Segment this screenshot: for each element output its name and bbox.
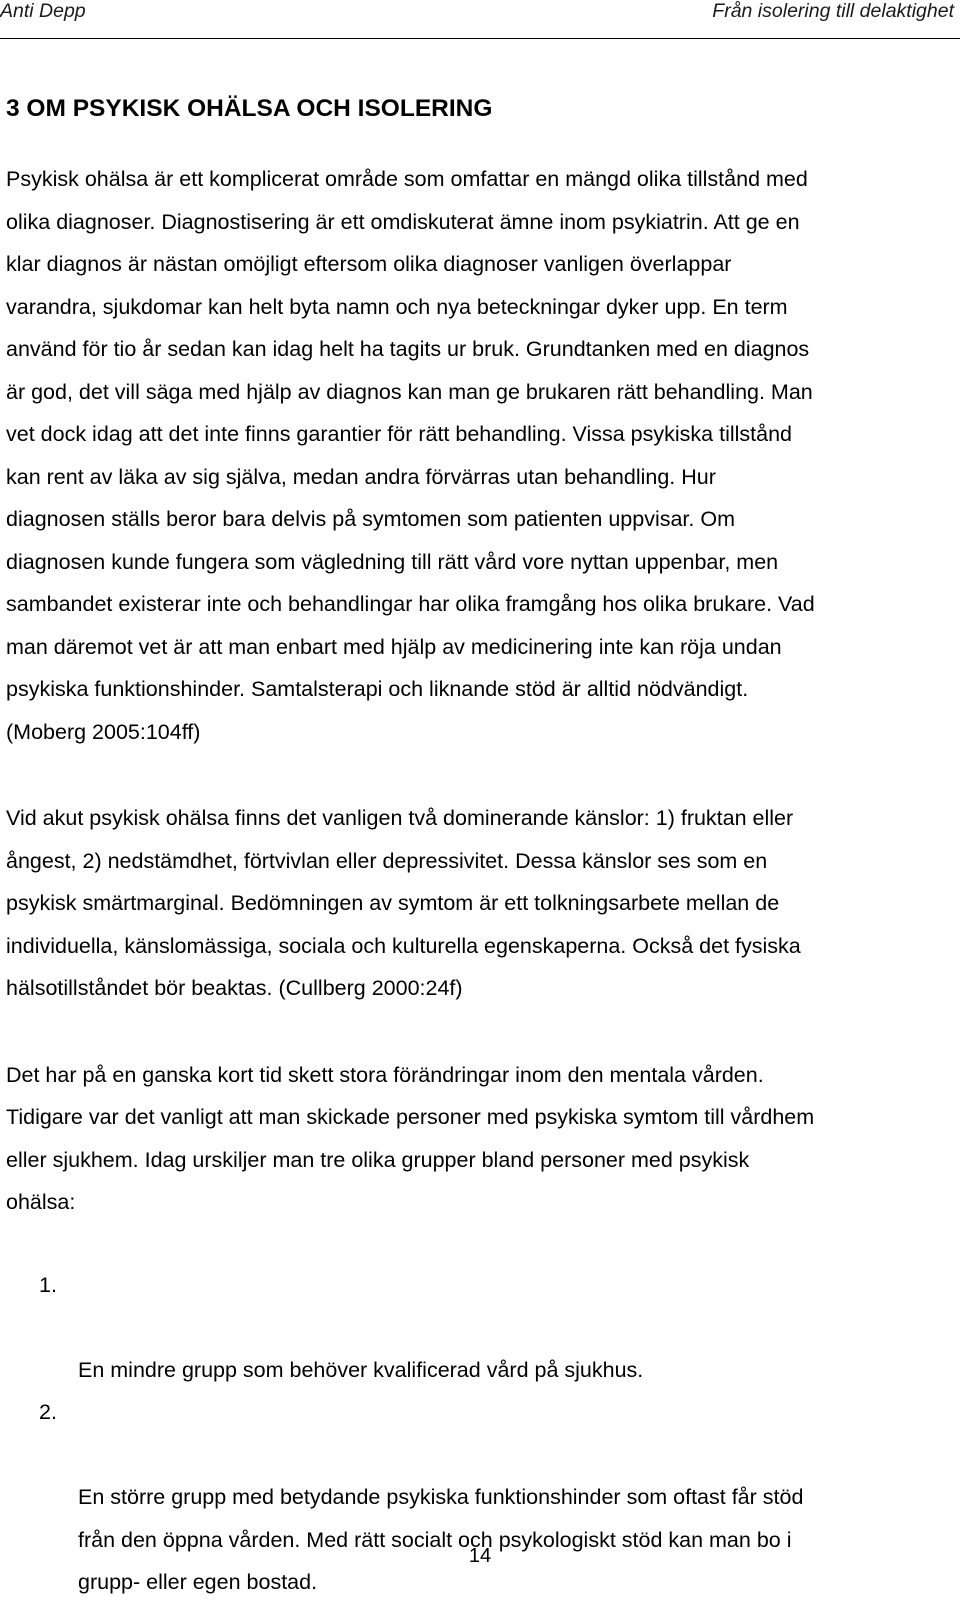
list-item [6, 1391, 946, 1604]
list-item-text: En mindre grupp som behöver kvalificerad vård på sjukhus. [78, 1357, 644, 1382]
list-item-text: En större grupp med betydande psykiska funktionshinder som oftast får stöd från den öppna vården. Med rätt socialt och psykologiskt stöd kan man bo i grupp- eller egen bostad. [78, 1485, 804, 1594]
page-number: 14 [468, 1545, 492, 1567]
paragraph-mental-care-changes: Det har på en ganska kort tid skett stora förändringar inom den mentala vården. Tidigare var det vanligt att man skickade personer med psykiska symtom till vårdhem eller sjukhem. Idag urskiljer man tre olika grupper bland personer med psykisk ohälsa: [6, 1062, 815, 1214]
section-heading: 3 OM PSYKISK OHÄLSA OCH ISOLERING [6, 95, 493, 122]
header-author: Anti Depp [0, 0, 86, 22]
page-content [6, 90, 946, 1604]
list-item-number: 2. [39, 1400, 57, 1424]
paragraph-acute-ill-health: Vid akut psykisk ohälsa finns det vanligen två dominerande känslor: 1) fruktan eller ångest, 2) nedstämdhet, förtvivlan eller depressivitet. Dessa känslor ses som en psykisk smärtmarginal. Bedömningen av symtom är ett tolkningsarbete mellan de individuella, känslomässiga, sociala och kulturella egenskaperna. Också det fysiska hälsotillståndet bör beaktas. (Cullberg 2000:24f) [6, 806, 801, 1000]
list-item-number: 1. [39, 1272, 57, 1297]
list-item [6, 1264, 946, 1392]
header-title: Från isolering till delaktighet [712, 0, 954, 22]
paragraph-diagnosis: Psykisk ohälsa är ett komplicerat område som omfattar en mängd olika tillstånd med olika diagnoser. Diagnostisering är ett omdiskuterat ämne inom psykiatrin. Att ge en klar diagnos är nästan omöjligt eftersom olika diagnoser vanligen överlappar varandra, sjukdomar kan helt byta namn och nya beteckningar dyker upp. En term använd för tio år sedan kan idag helt ha tagits ur bruk. Grundtanken med en diagnos är god, det vill säga med hjälp av diagnos kan man ge brukaren rätt behandling. Man vet dock idag att det inte finns garantier för rätt behandling. Vissa psykiska tillstånd kan rent av läka av sig själva, medan andra förvärras utan behandling. Hur diagnosen ställs beror bara delvis på symtomen som patienten uppvisar. Om diagnosen kunde fungera som vägledning till rätt vård vore nyttan uppenbar, men sambandet existerar inte och behandlingar har olika framgång hos olika brukare. Vad man däremot vet är att man enbart med hjälp av medicinering inte kan röja undan psykiska funktionshinder. Samtalsterapi och liknande stöd är alltid nödvändigt. (Moberg 2005:104ff) [6, 167, 815, 744]
running-header [0, 0, 960, 39]
